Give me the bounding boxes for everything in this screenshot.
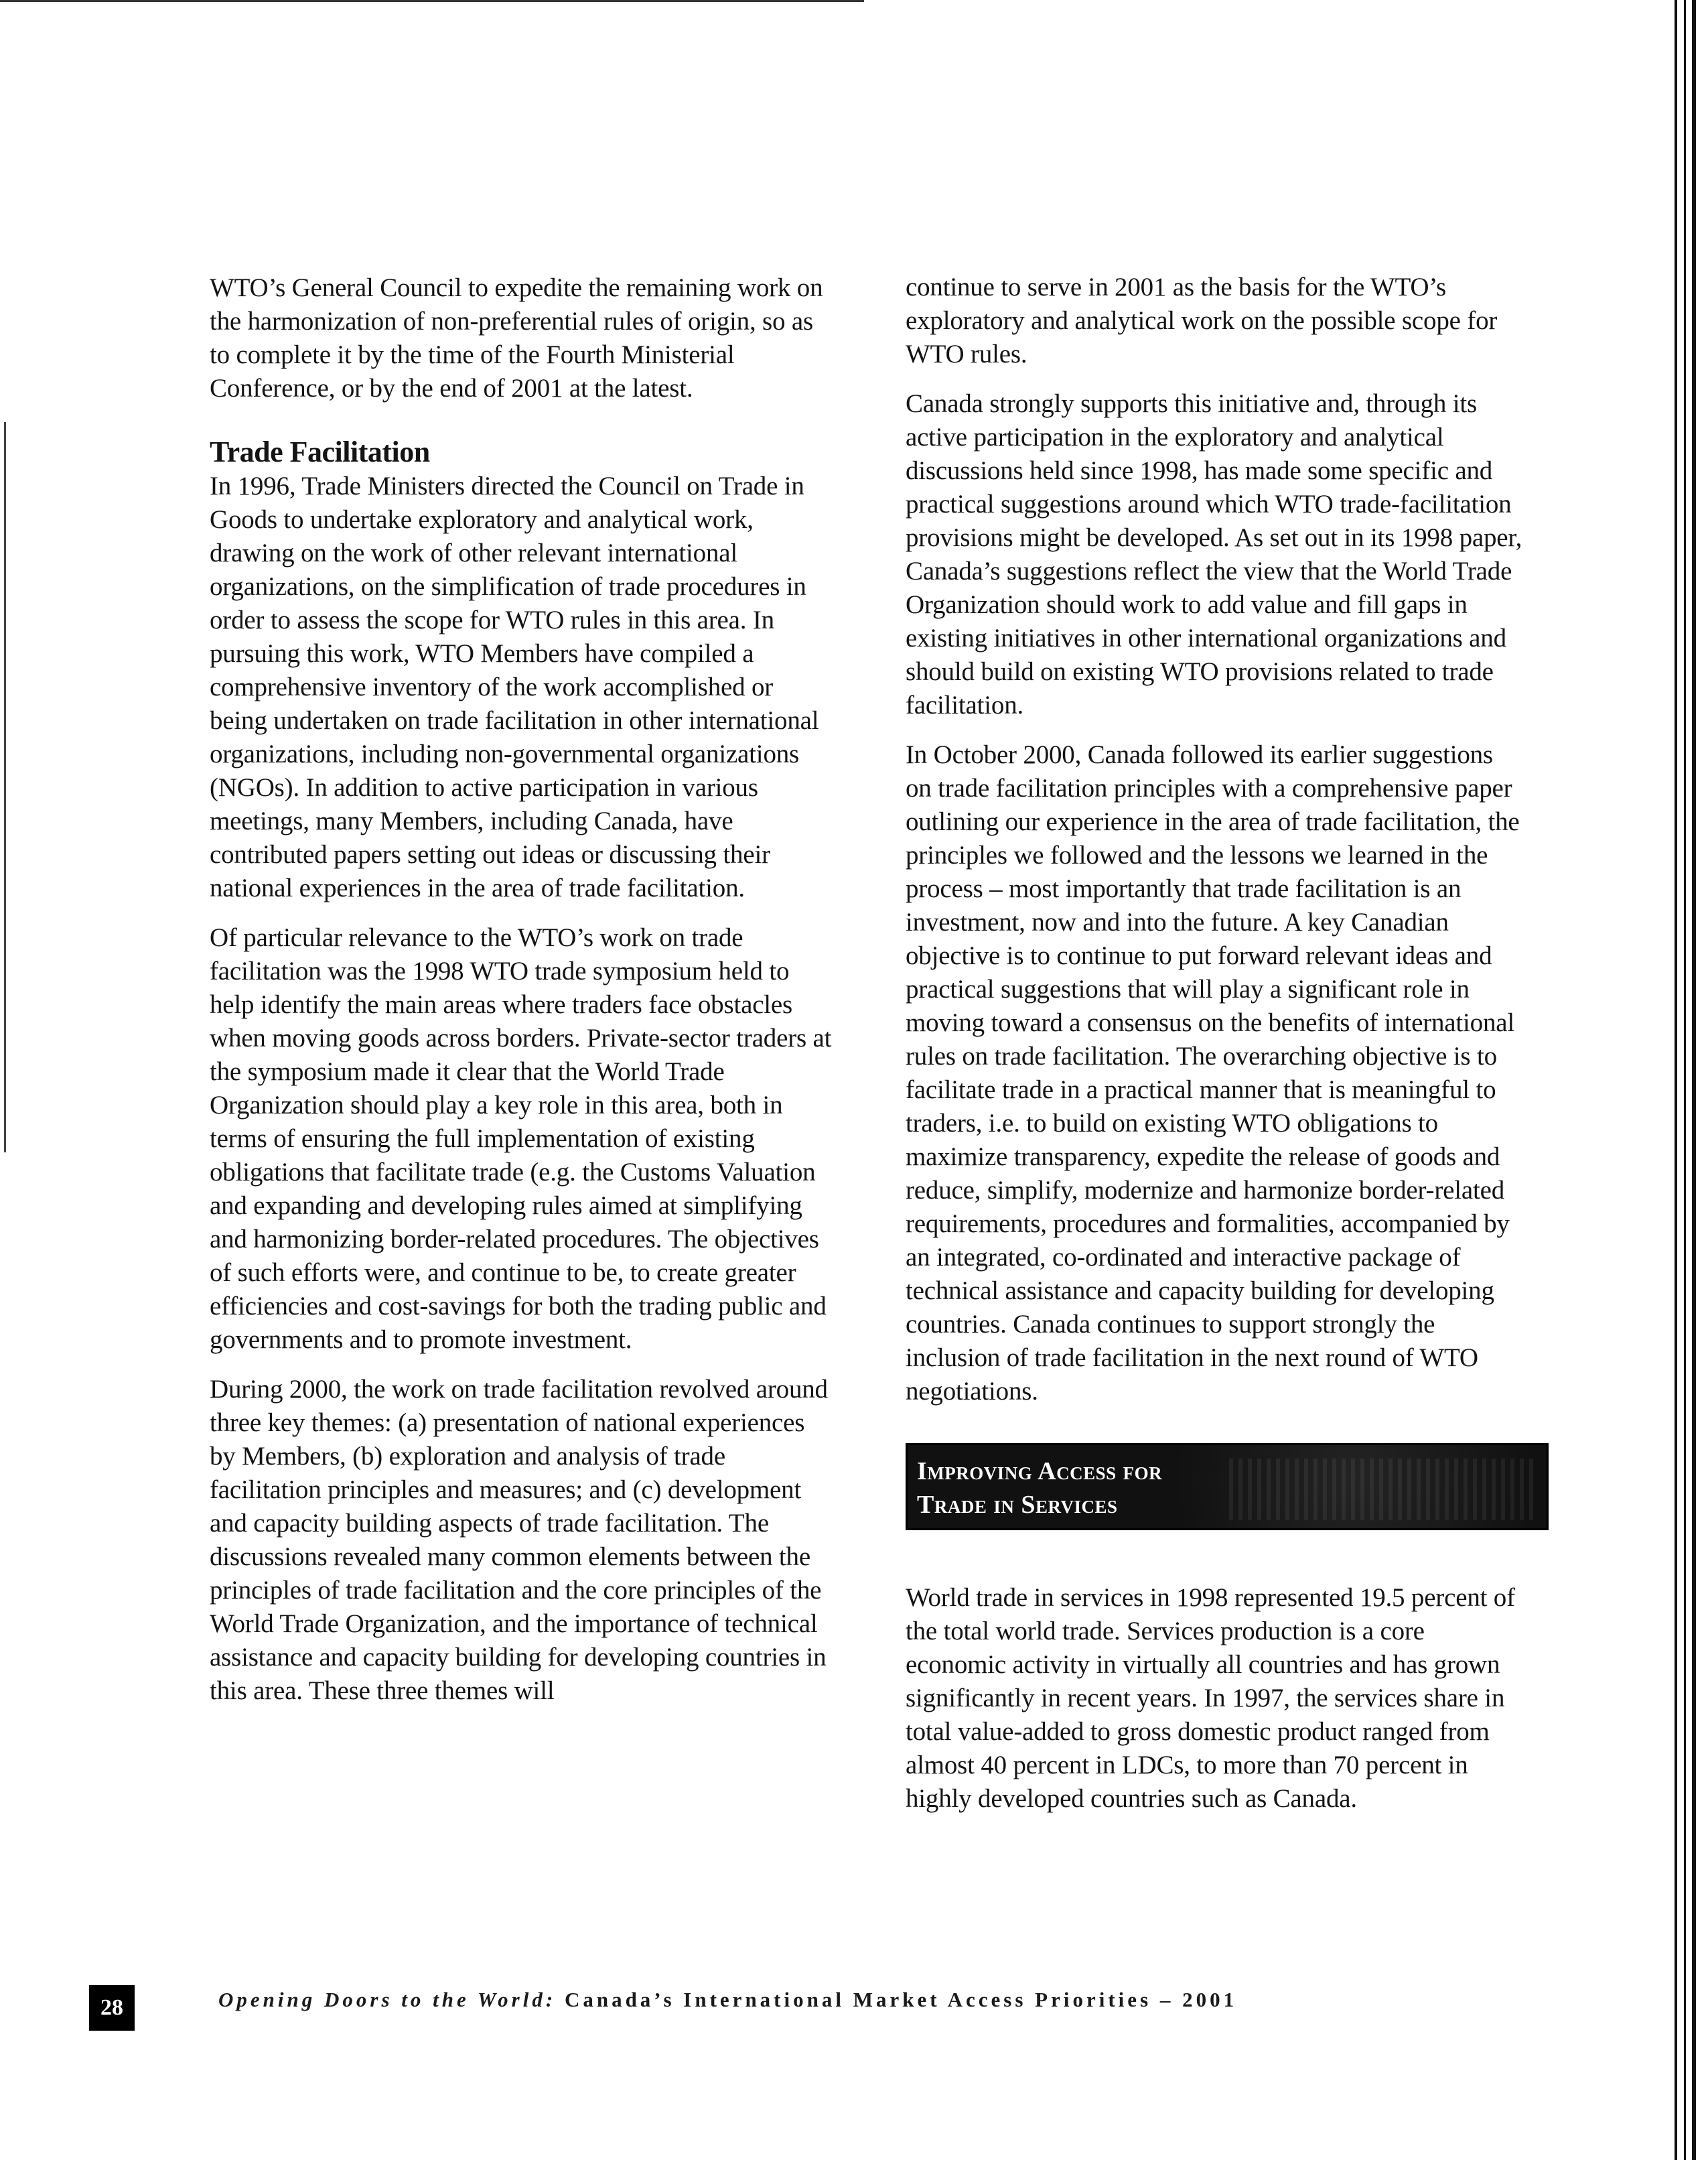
body-paragraph: During 2000, the work on trade facilitation revolved around three key themes: (a) presentation of national experiences by Members, (b) exploration and analysis of trade facilitation principles and measures; and (c) development and capacity building aspects of trade facilitation. The discussions revealed many common elements between the principles of trade facilitation and the core principles of the World Trade Organization, and the importance of technical assistance and capacity building for developing countries in this area. These three themes will (210, 1375, 828, 1705)
scan-edge-top (0, 0, 864, 2)
footer-title-rest: Canada’s International Market Access Priorities – 2001 (556, 1988, 1238, 2011)
section-heading: Trade Facilitation (210, 435, 430, 468)
banner-line-1: Improving Access for (917, 1457, 1163, 1485)
running-footer (218, 1986, 1491, 2013)
intro-paragraph: WTO’s General Council to expedite the remaining work on the harmonization of non-preferential rules of origin, so as to complete it by the time of the Fourth Ministerial Conference, or by the end of 2001 at the latest. (210, 273, 823, 403)
banner-texture (1229, 1459, 1537, 1520)
scan-edge-right-2 (1684, 0, 1686, 2160)
scan-edge-left (4, 422, 6, 1152)
body-paragraph: World trade in services in 1998 represented 19.5 percent of the total world trade. Services production is a core economic activity in virtually all countries and has grown significantly in recent years. In 1997, the services share in total value-added to gross domestic product ranged from almost 40 percent in LDCs, to more than 70 percent in highly developed countries such as Canada. (906, 1583, 1515, 1813)
right-column (906, 271, 1525, 1832)
banner-title (917, 1455, 1162, 1522)
body-paragraph: In 1996, Trade Ministers directed the Council on Trade in Goods to undertake exploratory and analytical work, drawing on the work of other relevant international organizations, on the simplification of trade procedures in order to assess the scope for WTO rules in this area. In pursuing this work, WTO Members have compiled a comprehensive inventory of the work accomplished or being undertaken on trade facilitation in other international organizations, including non-governmental organizations (NGOs). In addition to active participation in various meetings, many Members, including Canada, have contributed papers setting out ideas or discussing their national experiences in the area of trade facilitation. (210, 472, 819, 902)
body-paragraph: Of particular relevance to the WTO’s work on trade facilitation was the 1998 WTO trade symposium held to help identify the main areas where traders face obstacles when moving goods across borders. Private-sector traders at the symposium made it clear that the World Trade Organization should play a key role in this area, both in terms of ensuring the full implementation of existing obligations that facilitate trade (e.g. the Customs Valuation and expanding and developing rules aimed at simplifying and harmonizing border-related procedures. The objectives of such efforts were, and continue to be, to create greater efficiencies and cost-savings for both the trading public and governments and to promote investment. (210, 923, 832, 1354)
scan-edge-right-3 (1692, 0, 1696, 2160)
page-number-badge: 28 (89, 1985, 135, 2031)
section-banner (906, 1443, 1549, 1530)
body-paragraph: Canada strongly supports this initiative and, through its active participation in the exploratory and analytical discussions held since 1998, has made some specific and practical suggestions around which WTO trade-facilitation provisions might be developed. As set out in its 1998 paper, Canada’s suggestions reflect the view that the World Trade Organization should work to add value and fill gaps in existing initiatives in other international organizations and should build on existing WTO provisions related to trade facilitation. (906, 389, 1522, 720)
footer-title-italic: Opening Doors to the World: (218, 1988, 557, 2011)
body-paragraph: continue to serve in 2001 as the basis for the WTO’s exploratory and analytical work on the possible scope for WTO rules. (906, 273, 1498, 368)
scan-edge-right-1 (1675, 0, 1677, 2160)
banner-line-2: Trade in Services (917, 1491, 1118, 1519)
body-paragraph: In October 2000, Canada followed its earlier suggestions on trade facilitation principles with a comprehensive paper outlining our experience in the area of trade facilitation, the principles we followed and the lessons we learned in the process – most importantly that trade facilitation is an investment, now and into the future. A key Canadian objective is to continue to put forward relevant ideas and practical suggestions that will play a significant role in moving toward a consensus on the benefits of international rules on trade facilitation. The overarching objective is to facilitate trade in a practical manner that is meaningful to traders, i.e. to build on existing WTO obligations to maximize transparency, expedite the release of goods and reduce, simplify, modernize and harmonize border-related requirements, procedures and formalities, accompanied by an integrated, co-ordinated and interactive package of technical assistance and capacity building for developing countries. Canada continues to support strongly the inclusion of trade facilitation in the next round of WTO negotiations. (906, 740, 1520, 1406)
left-column (210, 271, 833, 1724)
